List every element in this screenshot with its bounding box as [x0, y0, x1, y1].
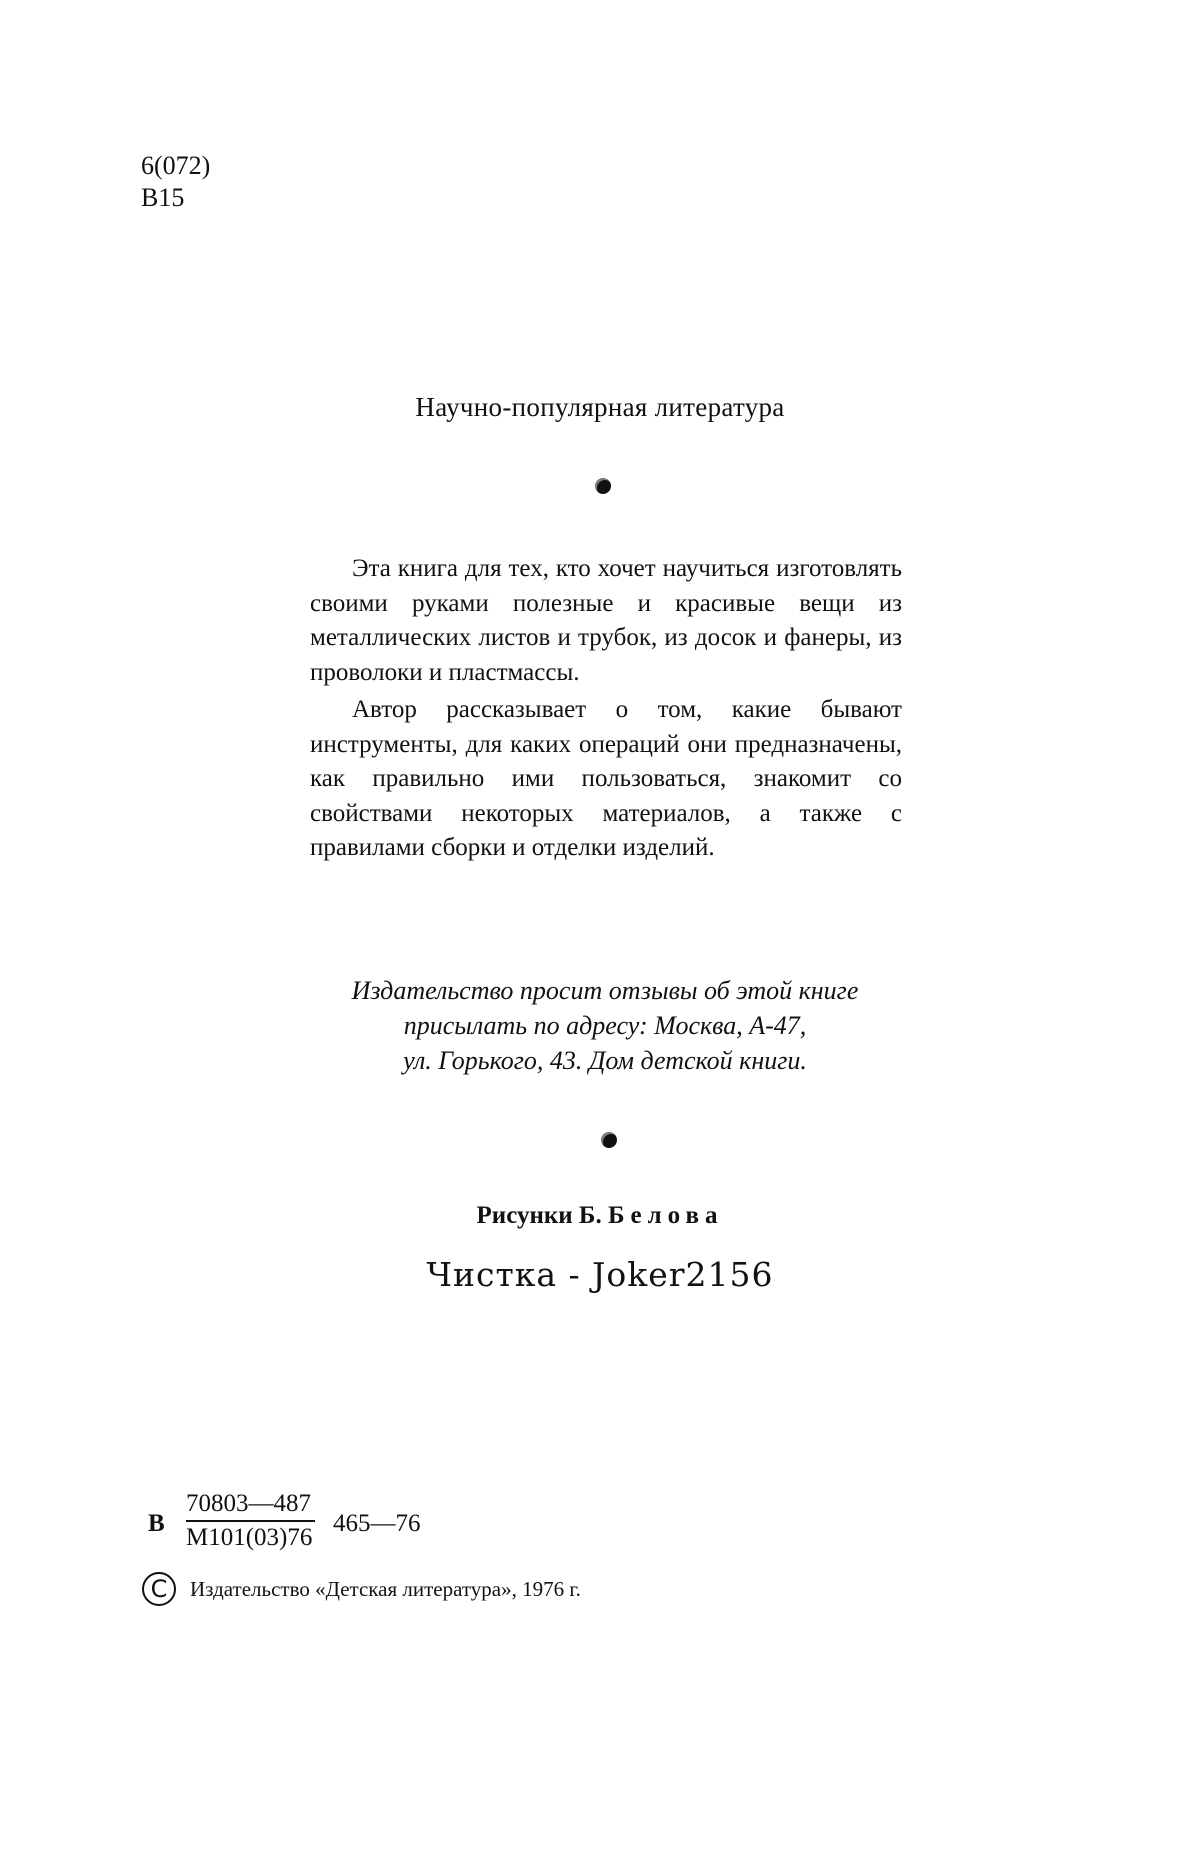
- index-numerator: 70803—487: [186, 1490, 315, 1522]
- annotation: [310, 552, 902, 866]
- annotation-paragraph-1: Эта книга для тех, кто хочет научиться изготовлять своими руками полезные и красивые вещи из металлических листов и трубок, из досок и фанеры, из проволоки и пластмассы.: [310, 555, 902, 686]
- udk-code: [141, 150, 210, 214]
- bullet-ornament-icon: [595, 478, 611, 494]
- udk-line-2: В15: [141, 183, 185, 212]
- index-letter: В: [148, 1510, 165, 1537]
- copyright-line: [142, 1572, 581, 1606]
- illustrator-name: Белова: [607, 1202, 724, 1229]
- annotation-paragraph-2: Автор рассказывает о том, какие бывают инструменты, для каких операций они предназначены, как правильно ими пользоваться, знакомит со свойствами некоторых материалов, а также с правилами сборки и отделки изделий.: [310, 696, 902, 861]
- series-title: Научно-популярная литература: [415, 392, 785, 422]
- copyright-icon: C: [142, 1572, 176, 1606]
- illustrations-credit: [0, 1202, 1200, 1230]
- cleaned-by-credit: Чистка - Joker2156: [426, 1255, 774, 1294]
- index-denominator: М101(03)76: [186, 1524, 313, 1551]
- notice-line-1: Издательство просит отзывы об этой книге: [351, 976, 859, 1005]
- notice-line-2: присылать по адресу: Москва, А-47,: [403, 1011, 807, 1040]
- notice-line-3: ул. Горького, 43. Дом детской книги.: [403, 1046, 807, 1075]
- copyright-text: Издательство «Детская литература», 1976 г.: [190, 1576, 581, 1601]
- udk-line-1: 6(072): [141, 151, 211, 180]
- illustrations-prefix: Рисунки Б.: [476, 1202, 602, 1229]
- index-tail: 465—76: [333, 1510, 421, 1537]
- publisher-notice: [300, 973, 910, 1078]
- index-fraction: [186, 1490, 315, 1552]
- bullet-ornament-icon: [601, 1132, 617, 1148]
